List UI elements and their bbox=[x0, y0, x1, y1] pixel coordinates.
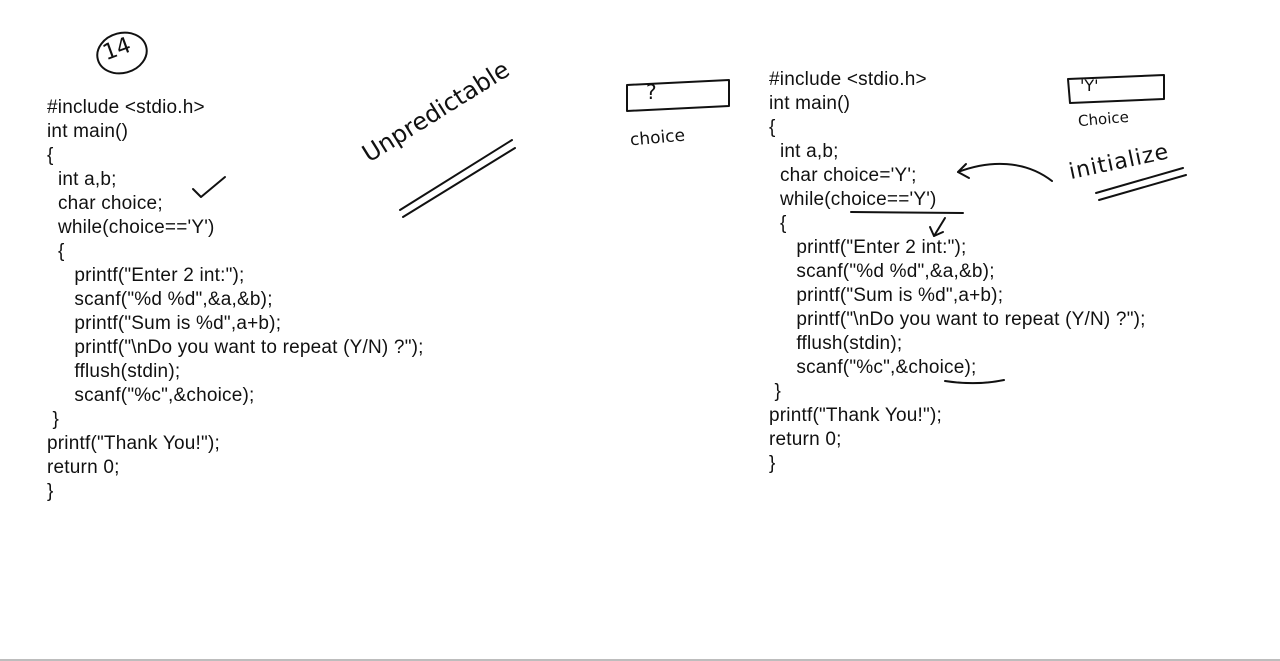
code-line: } bbox=[47, 409, 60, 430]
code-line: scanf("%c",&choice); bbox=[769, 357, 977, 378]
code-line: while(choice=='Y') bbox=[769, 189, 937, 210]
code-line: { bbox=[47, 241, 65, 262]
code-line: scanf("%d %d",&a,&b); bbox=[769, 261, 995, 282]
code-line: fflush(stdin); bbox=[769, 333, 903, 354]
code-line: fflush(stdin); bbox=[47, 361, 181, 382]
code-line: printf("\nDo you want to repeat (Y/N) ?"); bbox=[47, 337, 424, 358]
code-line: { bbox=[47, 145, 54, 166]
memory-box-left-label: choice bbox=[629, 125, 686, 151]
code-line: #include <stdio.h> bbox=[47, 97, 205, 118]
code-line: return 0; bbox=[769, 429, 842, 450]
code-line: int a,b; bbox=[47, 169, 117, 190]
unpredictable-note: Unpredictable bbox=[357, 55, 515, 168]
code-line: printf("Sum is %d",a+b); bbox=[47, 313, 282, 334]
code-line: printf("\nDo you want to repeat (Y/N) ?"); bbox=[769, 309, 1146, 330]
code-line: int a,b; bbox=[769, 141, 839, 162]
code-line: printf("Thank You!"); bbox=[47, 433, 220, 454]
code-line: } bbox=[769, 453, 776, 474]
code-line: printf("Enter 2 int:"); bbox=[47, 265, 245, 286]
code-line: scanf("%d %d",&a,&b); bbox=[47, 289, 273, 310]
code-line: } bbox=[769, 381, 782, 402]
code-line: return 0; bbox=[47, 457, 120, 478]
code-line: while(choice=='Y') bbox=[47, 217, 215, 238]
code-line: char choice='Y'; bbox=[769, 165, 917, 186]
code-line: printf("Enter 2 int:"); bbox=[769, 237, 967, 258]
slide-number: 14 bbox=[99, 32, 135, 67]
code-line: printf("Thank You!"); bbox=[769, 405, 942, 426]
code-line: #include <stdio.h> bbox=[769, 69, 927, 90]
memory-box-right-label: Choice bbox=[1077, 107, 1130, 131]
code-line: char choice; bbox=[47, 193, 163, 214]
code-line: { bbox=[769, 117, 776, 138]
code-line: } bbox=[47, 481, 54, 502]
code-line: { bbox=[769, 213, 787, 234]
memory-box-left-value: ? bbox=[646, 80, 657, 104]
code-line: int main() bbox=[769, 93, 851, 114]
initialize-note: initialize bbox=[1066, 139, 1172, 185]
code-line: printf("Sum is %d",a+b); bbox=[769, 285, 1004, 306]
code-line: int main() bbox=[47, 121, 129, 142]
memory-box-right-value: 'Y' bbox=[1080, 76, 1099, 95]
memory-box-left bbox=[627, 80, 729, 111]
code-line: scanf("%c",&choice); bbox=[47, 385, 255, 406]
